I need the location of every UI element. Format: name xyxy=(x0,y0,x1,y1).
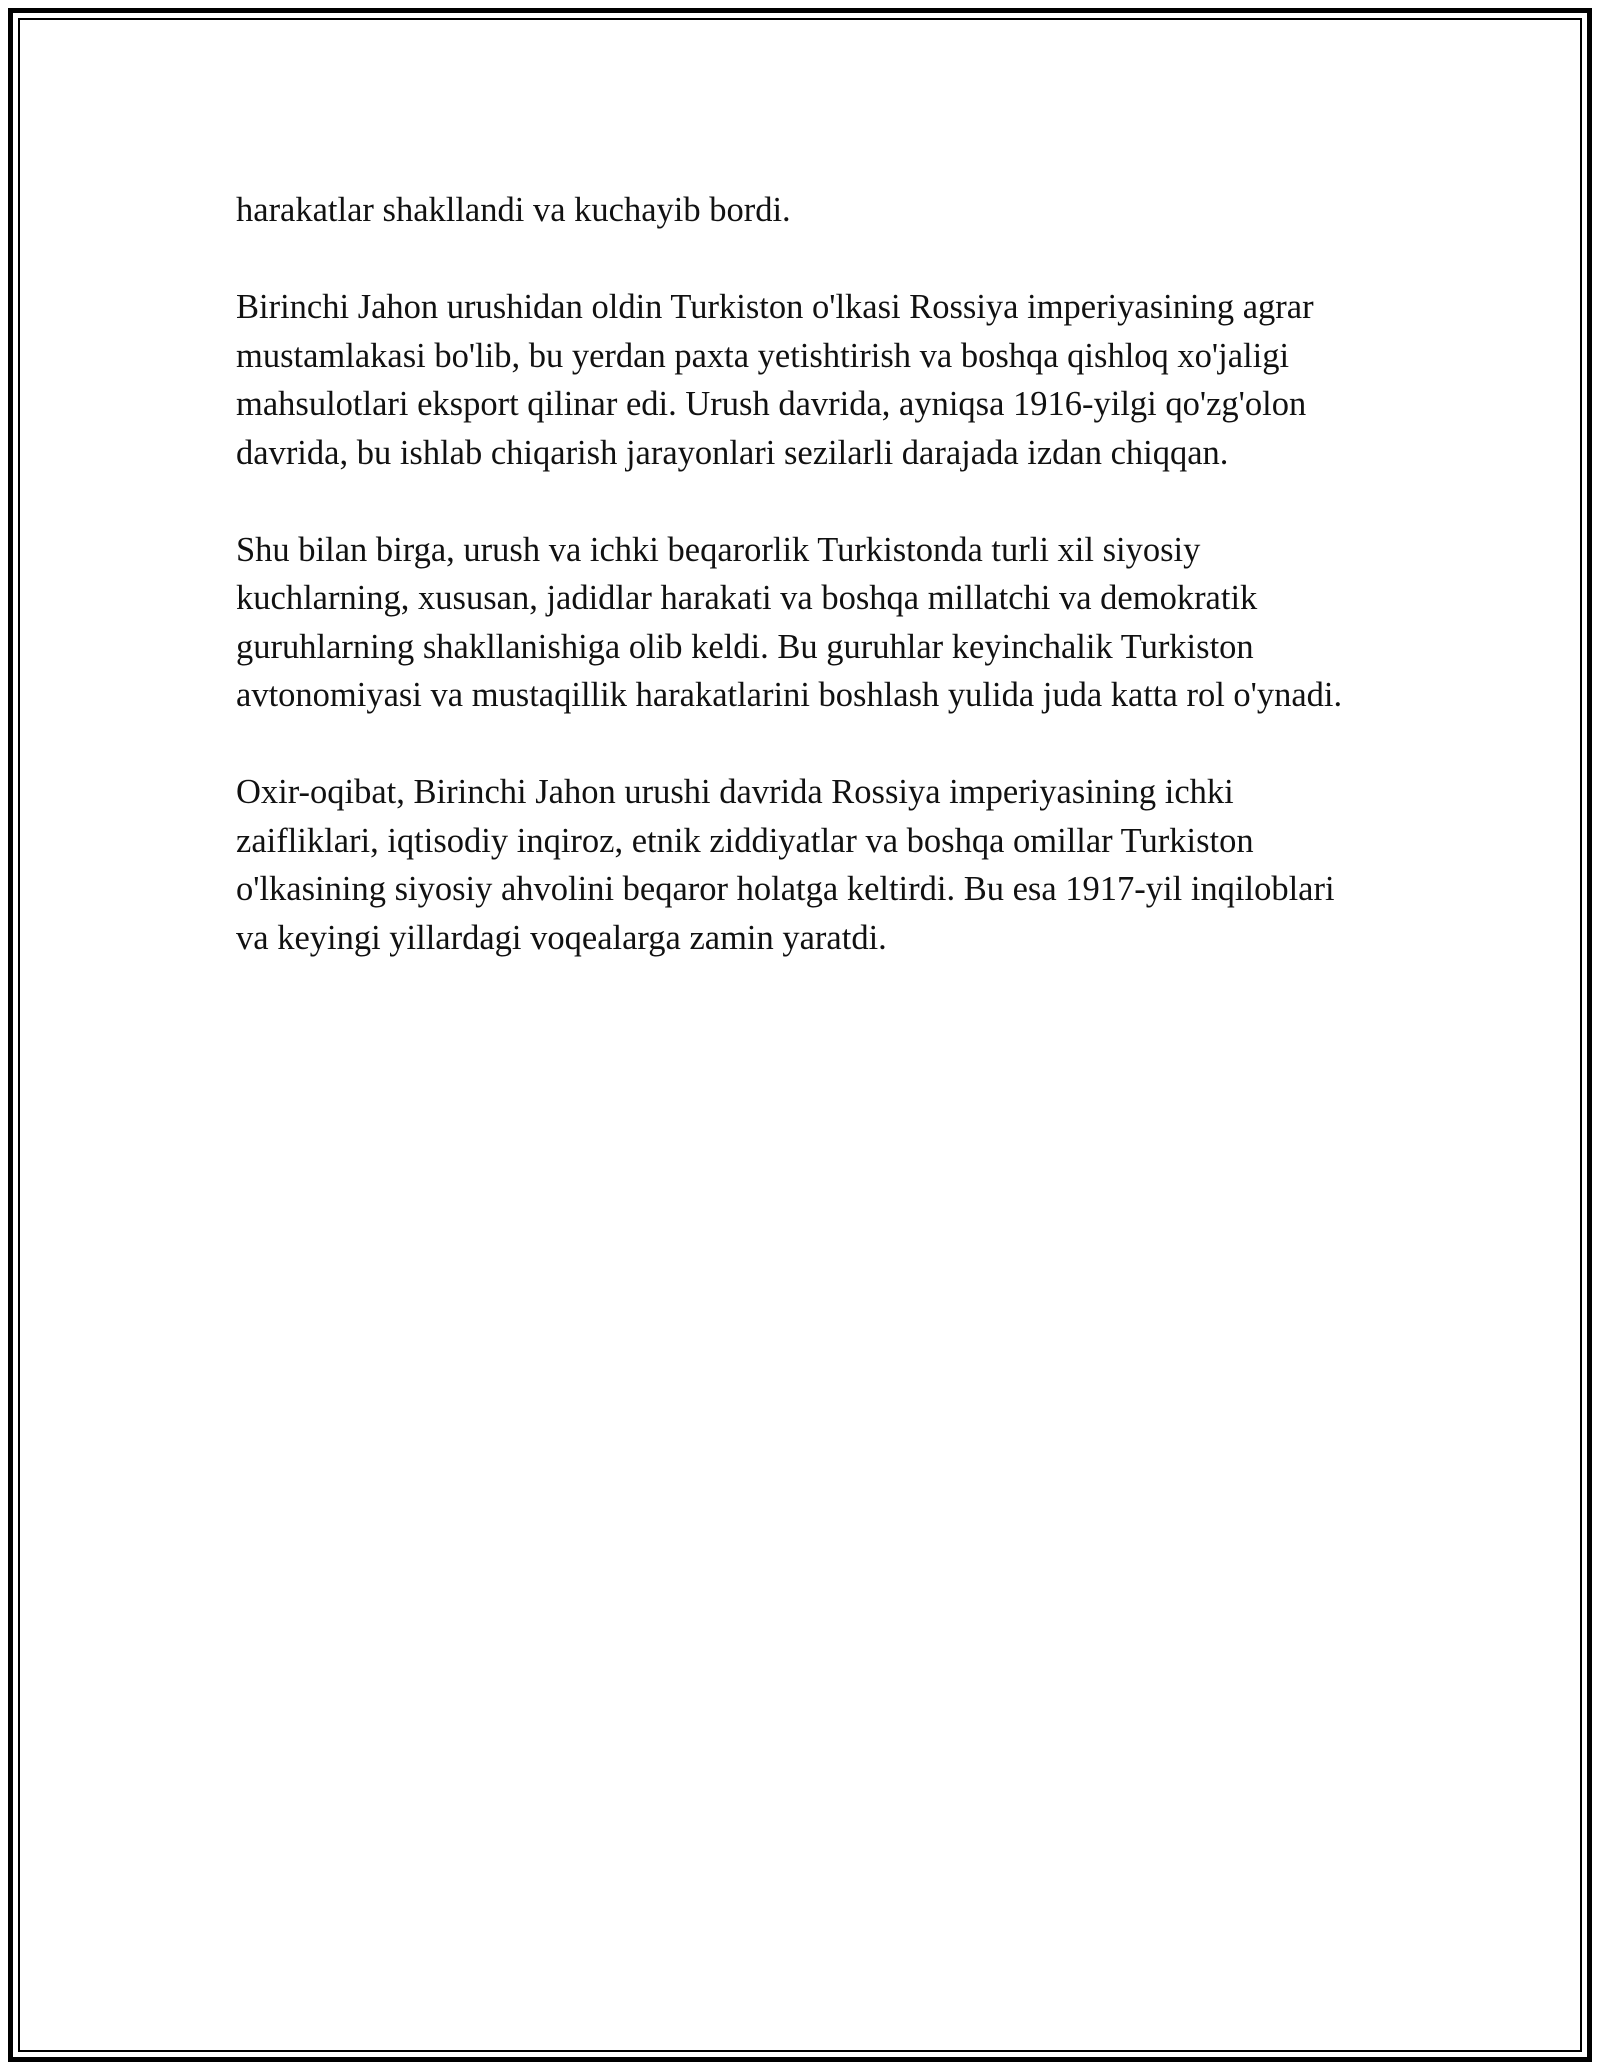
paragraph-1: harakatlar shakllandi va kuchayib bordi. xyxy=(236,191,791,229)
paragraph-3: Shu bilan birga, urush va ichki beqarorlik Turkistonda turli xil siyosiy kuchlarning, xususan, jadidlar harakati va boshqa millatchi va demokratik guruhlarning shakllanishiga olib keldi. Bu guruhlar keyinchalik Turkiston avtonomiyasi va mustaqillik harakatlarini boshlash yulida juda katta rol o'ynadi. xyxy=(236,530,1343,714)
paragraph-4: Oxir-oqibat, Birinchi Jahon urushi davrida Rossiya imperiyasining ichki zaifliklari, iqtisodiy inqiroz, etnik ziddiyatlar va boshqa omillar Turkiston o'lkasining siyosiy ahvolini beqaror holatga keltirdi. Bu esa 1917-yil inqiloblari va keyingi yillardagi voqealarga zamin yaratdi. xyxy=(236,773,1335,957)
document-body xyxy=(236,186,1356,1011)
paragraph-2: Birinchi Jahon urushidan oldin Turkiston o'lkasi Rossiya imperiyasining agrar mustamlakasi bo'lib, bu yerdan paxta yetishtirish va boshqa qishloq xo'jaligi mahsulotlari eksport qilinar edi. Urush davrida, ayniqsa 1916-yilgi qo'zg'olon davrida, bu ishlab chiqarish jarayonlari sezilarli darajada izdan chiqqan. xyxy=(236,288,1314,472)
